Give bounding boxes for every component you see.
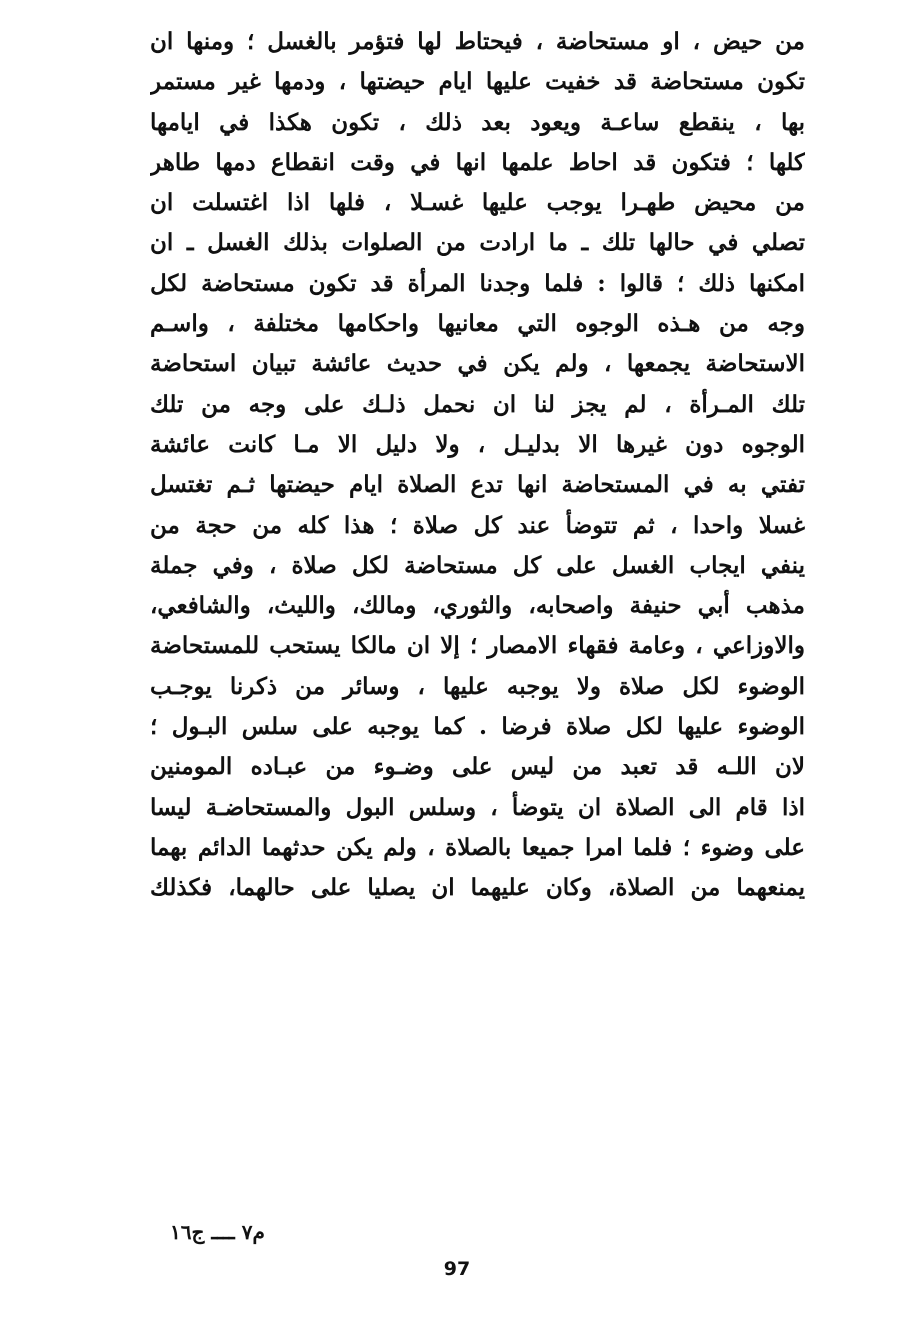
body-text bbox=[150, 22, 805, 909]
text-line: مذهب أبي حنيفة واصحابه، والثوري، ومالك، والليث، والشافعي، bbox=[150, 592, 805, 620]
signature-mark: م٧ ــــ ج١٦ bbox=[170, 1220, 265, 1244]
text-line: تكون مستحاضة قد خفيت عليها ايام حيضتها ، ودمها غير مستمر bbox=[150, 68, 805, 96]
page-number: 97 bbox=[443, 1258, 471, 1280]
text-line: الاستحاضة يجمعها ، ولم يكن في حديث عائشة تبيان استحاضة bbox=[150, 350, 805, 378]
text-line: الوضوء عليها لكل صلاة فرضا . كما يوجبه على سلس البـول ؛ bbox=[150, 713, 805, 741]
text-line: من حيض ، او مستحاضة ، فيحتاط لها فتؤمر بالغسل ؛ ومنها ان bbox=[150, 28, 805, 55]
text-line: وجه من هـذه الوجوه التي معانيها واحكامها مختلفة ، واسـم bbox=[150, 310, 805, 338]
text-line: تلك المـرأة ، لم يجز لنا ان نحمل ذلـك على وجه من تلك bbox=[150, 390, 805, 418]
text-line: ينفي ايجاب الغسل على كل مستحاضة لكل صلاة ، وفي جملة bbox=[150, 551, 805, 579]
text-line: كلها ؛ فتكون قد احاط علمها انها في وقت انقطاع دمها طاهر bbox=[150, 148, 805, 176]
text-line: من محيض طهـرا يوجب عليها غسـلا ، فلها اذا اغتسلت ان bbox=[150, 189, 805, 217]
text-line: بها ، ينقطع ساعـة ويعود بعد ذلك ، تكون هكذا في ايامها bbox=[150, 108, 805, 136]
text-line: تفتي به في المستحاضة انها تدع الصلاة ايام حيضتها ثـم تغتسل bbox=[150, 471, 805, 499]
text-line: والاوزاعي ، وعامة فقهاء الامصار ؛ إلا ان مالكا يستحب للمستحاضة bbox=[150, 632, 805, 660]
text-line: غسلا واحدا ، ثم تتوضأ عند كل صلاة ؛ هذا كله من حجة من bbox=[150, 511, 805, 539]
text-line: لان اللـه قد تعبد من ليس على وضـوء من عبـاده المومنين bbox=[150, 753, 805, 781]
text-line: يمنعهما من الصلاة، وكان عليهما ان يصليا على حالهما، فكذلك bbox=[150, 874, 805, 902]
text-line: على وضوء ؛ فلما امرا جميعا بالصلاة ، ولم يكن حدثهما الدائم بهما bbox=[150, 833, 805, 861]
text-line: اذا قام الى الصلاة ان يتوضأ ، وسلس البول والمستحاضـة ليسا bbox=[150, 793, 805, 821]
text-line: الوجوه دون غيرها الا بدليـل ، ولا دليل الا مـا كانت عائشة bbox=[150, 430, 805, 458]
text-line: امكنها ذلك ؛ قالوا : فلما وجدنا المرأة قد تكون مستحاضة لكل bbox=[150, 269, 805, 297]
text-line: تصلي في حالها تلك ـ ما ارادت من الصلوات بذلك الغسل ـ ان bbox=[150, 229, 805, 257]
text-line: الوضوء لكل صلاة ولا يوجبه عليها ، وسائر من ذكرنا يوجـب bbox=[150, 672, 805, 700]
